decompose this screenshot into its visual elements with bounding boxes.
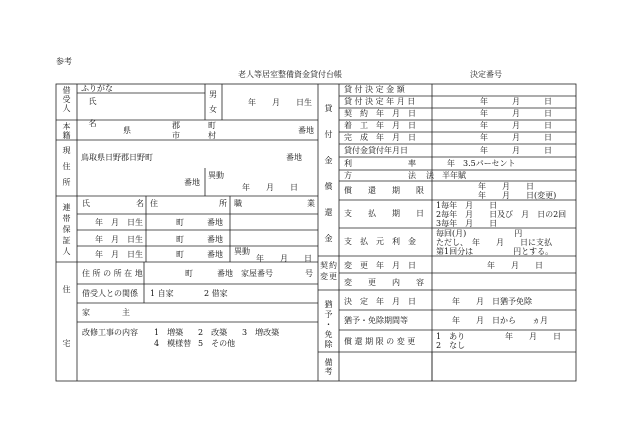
- pay-date-opt-2: 2毎年 月 日及び 月 日の2回: [436, 210, 567, 219]
- grace-section-label: 猶予・免除: [324, 300, 333, 350]
- guarantor-machi-1: 町: [176, 218, 184, 227]
- guarantor-birth-1: 年 月 日生: [95, 218, 143, 227]
- grace-decision-value: 年 月 日猶予免除: [452, 297, 532, 306]
- pay-date-opt-3: 3毎年 月 日: [436, 219, 498, 228]
- house-landlord-label: 家 主: [82, 308, 130, 317]
- guarantor-job-2: 業: [307, 199, 315, 208]
- interest-value: 年 3.5パーセント: [447, 159, 516, 168]
- guarantor-job-1: 職: [234, 199, 242, 208]
- renovation-label: 改修工事の内容: [82, 328, 138, 337]
- disburse-date-label: 貸付金貸付年月日: [344, 146, 408, 155]
- grace-change-date: 年 月 日: [505, 332, 561, 341]
- change-date-value: 年 月 日: [487, 261, 543, 270]
- guarantor-section-label: 連帯保証人: [62, 203, 71, 258]
- borrower-birth: 年 月 日生: [248, 98, 312, 107]
- address-transfer-label: 異動: [208, 171, 224, 180]
- loan-section-label: 貸付金償還金: [324, 104, 333, 260]
- domicile-pref: 県: [123, 126, 131, 135]
- grace-change-no[interactable]: 2 なし: [436, 341, 466, 350]
- disburse-date-value: 年 月 日: [480, 146, 552, 155]
- principal-value-1: 毎回(月) 円: [436, 229, 523, 238]
- domicile-machi: 町: [208, 121, 216, 130]
- guarantor-machi-3: 町: [176, 250, 184, 259]
- furigana-label: ふりがな: [81, 84, 113, 93]
- repay-period-label: 償 還 期 限: [344, 186, 424, 195]
- address-value: 鳥取県日野郡日野町: [81, 153, 153, 162]
- complete-date-value: 年 月 日: [480, 133, 552, 142]
- house-relation-label: 借受人との関係: [82, 289, 138, 298]
- loan-amount-label: 貸 付 決 定 金 額: [344, 85, 405, 94]
- grace-period-value: 年 月 日から ヵ月: [452, 316, 548, 325]
- decision-number-label: 決定番号: [470, 70, 502, 79]
- change-section-label: 契約変更: [320, 261, 338, 281]
- principal-value-3: 第1回分は 円とする。: [436, 247, 554, 256]
- borrower-section-label: 借受人: [62, 86, 71, 113]
- contract-date-value: 年 月 日: [480, 109, 552, 118]
- guarantor-name-1: 氏: [82, 199, 90, 208]
- gender-female[interactable]: 女: [209, 105, 217, 114]
- renovation-opt-2[interactable]: 2 改築: [198, 328, 228, 337]
- domicile-shi: 市: [172, 131, 180, 140]
- start-date-label: 着 工 年 月 日: [344, 121, 416, 130]
- renovation-opt-4[interactable]: 4 模様替: [154, 339, 192, 348]
- grace-change-yes[interactable]: 1 あり: [436, 332, 466, 341]
- house-location-label: 住 所 の 所 在 地: [82, 269, 143, 278]
- loan-decision-date-label: 貸 付 決 定 年 月 日: [344, 97, 416, 106]
- domicile-gun: 郡: [172, 121, 180, 130]
- change-content-label: 変 更 内 容: [344, 278, 424, 287]
- house-relation-own[interactable]: 1 自家: [150, 289, 174, 298]
- principal-value-2: ただし、 年 月 日に支払: [436, 238, 552, 247]
- loan-decision-date-value: 年 月 日: [480, 97, 552, 106]
- address-section-label: 現住所: [62, 146, 71, 194]
- grace-decision-label: 決 定 年 月 日: [344, 297, 416, 306]
- method-value: 法 半年賦: [426, 171, 466, 180]
- guarantor-address-1: 住: [150, 199, 158, 208]
- repay-period-value-2: 年 月 日(変更): [478, 191, 557, 200]
- domicile-section-label: 本籍: [62, 122, 71, 140]
- address-banchi: 番地: [286, 153, 302, 162]
- guarantor-banchi-1: 番地: [207, 218, 223, 227]
- interest-label: 利 率: [344, 159, 416, 168]
- grace-period-label: 猶予・免除期間等: [344, 316, 408, 325]
- pay-date-opt-1: 1毎年 月 日: [436, 201, 498, 210]
- domicile-mura: 村: [208, 131, 216, 140]
- guarantor-birth-3: 年 月 日生: [95, 250, 143, 259]
- house-section-label: 住宅: [62, 285, 71, 393]
- guarantor-birth-2: 年 月 日生: [95, 235, 143, 244]
- renovation-opt-1[interactable]: 1 増築: [154, 328, 184, 337]
- reference-label: 参考: [56, 57, 72, 66]
- repay-period-value-1: 年 月 日: [478, 182, 534, 191]
- guarantor-banchi-2: 番地: [207, 235, 223, 244]
- guarantor-name-2: 名: [136, 199, 144, 208]
- complete-date-label: 完 成 年 月 日: [344, 133, 416, 142]
- guarantor-transfer-label: 異動: [234, 247, 250, 256]
- gender-male[interactable]: 男: [209, 90, 217, 99]
- house-location-value: 町 番地 家屋番号 号: [185, 269, 313, 278]
- guarantor-transfer-date: 年 月 日: [256, 254, 312, 263]
- contract-date-label: 契 約 年 月 日: [344, 109, 416, 118]
- method-label: 方 法: [344, 171, 416, 180]
- guarantor-address-2: 所: [219, 199, 227, 208]
- renovation-opt-5[interactable]: 5 その他: [198, 339, 236, 348]
- grace-change-label: 償 還 期 限 の 変 更: [344, 337, 416, 346]
- guarantor-machi-2: 町: [176, 235, 184, 244]
- remarks-label: 備考: [324, 358, 333, 376]
- pay-date-label: 支 払 期 日: [344, 209, 424, 218]
- address-banchi-2: 番地: [184, 178, 200, 187]
- change-date-label: 変 更 年 月 日: [344, 261, 416, 270]
- page-title: 老人等居室整備資金貸付台帳: [238, 70, 342, 79]
- guarantor-banchi-3: 番地: [207, 250, 223, 259]
- start-date-value: 年 月 日: [480, 121, 552, 130]
- name-label: 氏 名: [88, 97, 97, 130]
- renovation-opt-3[interactable]: 3 増改築: [242, 328, 280, 337]
- domicile-banchi: 番地: [298, 126, 314, 135]
- house-relation-rent[interactable]: 2 借家: [204, 289, 228, 298]
- address-transfer-date: 年 月 日: [242, 183, 298, 192]
- principal-label: 支 払 元 利 金: [344, 237, 416, 246]
